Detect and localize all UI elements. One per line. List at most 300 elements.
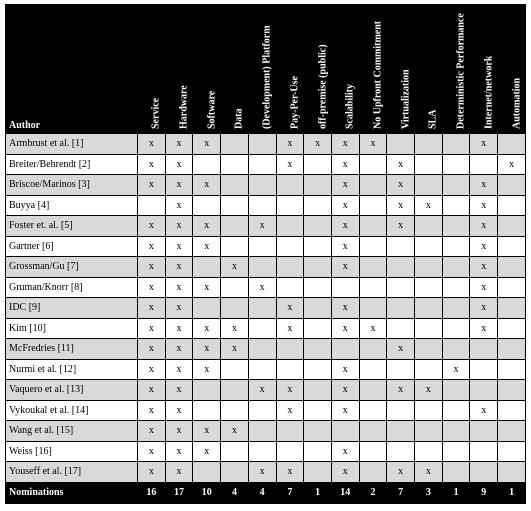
mark-cell (470, 441, 498, 462)
table-row (6, 400, 526, 421)
mark-cell (442, 175, 470, 196)
nominations-total: 1 (498, 482, 526, 503)
nominations-total: 3 (415, 482, 443, 503)
author-cell: Nurmi et al. [12] (6, 359, 138, 380)
column-header-label: Internet/network (483, 55, 495, 129)
nominations-total: 4 (221, 482, 249, 503)
mark-cell: x (248, 277, 276, 298)
mark-cell (387, 134, 415, 155)
table-row (6, 236, 526, 257)
mark-cell (387, 236, 415, 257)
mark-cell: x (498, 154, 526, 175)
mark-cell (415, 134, 443, 155)
mark-cell: x (138, 359, 166, 380)
nominations-total: 7 (276, 482, 304, 503)
mark-cell (498, 339, 526, 360)
author-cell: Kim [10] (6, 318, 138, 339)
author-cell: IDC [9] (6, 298, 138, 319)
table-row (6, 134, 526, 155)
mark-cell (415, 216, 443, 237)
mark-cell: x (470, 216, 498, 237)
author-cell: Weiss [16] (6, 441, 138, 462)
column-header-label: Pay-Per-Use (289, 76, 301, 129)
author-cell: Gartner [6] (6, 236, 138, 257)
mark-cell (138, 195, 166, 216)
mark-cell: x (138, 380, 166, 401)
mark-cell: x (165, 339, 193, 360)
column-header-label: Data (233, 108, 245, 129)
mark-cell: x (165, 216, 193, 237)
mark-cell (442, 421, 470, 442)
mark-cell: x (470, 298, 498, 319)
mark-cell (359, 339, 387, 360)
mark-cell (304, 175, 332, 196)
nominations-total: 10 (193, 482, 221, 503)
mark-cell (304, 400, 332, 421)
table-row (6, 257, 526, 278)
mark-cell (221, 441, 249, 462)
mark-cell: x (331, 134, 359, 155)
mark-cell (221, 195, 249, 216)
nominations-total: 9 (470, 482, 498, 503)
mark-cell: x (387, 462, 415, 483)
mark-cell: x (470, 318, 498, 339)
mark-cell (276, 236, 304, 257)
mark-cell (442, 380, 470, 401)
mark-cell (498, 462, 526, 483)
mark-cell: x (331, 318, 359, 339)
mark-cell (221, 359, 249, 380)
mark-cell: x (138, 339, 166, 360)
mark-cell (470, 462, 498, 483)
column-header-label: No Upfront Commitment (372, 20, 384, 129)
mark-cell: x (221, 421, 249, 442)
mark-cell (193, 154, 221, 175)
mark-cell (304, 441, 332, 462)
mark-cell (498, 257, 526, 278)
mark-cell: x (138, 134, 166, 155)
column-header (221, 5, 249, 134)
mark-cell (498, 195, 526, 216)
mark-cell (415, 400, 443, 421)
mark-cell: x (470, 236, 498, 257)
table-row (6, 318, 526, 339)
mark-cell (304, 257, 332, 278)
table-row (6, 359, 526, 380)
mark-cell (276, 441, 304, 462)
mark-cell: x (387, 175, 415, 196)
mark-cell: x (165, 236, 193, 257)
mark-cell: x (276, 380, 304, 401)
mark-cell (248, 134, 276, 155)
column-header-label: off-premise (public) (317, 44, 329, 129)
author-cell: Grossman/Gu [7] (6, 257, 138, 278)
mark-cell: x (470, 277, 498, 298)
mark-cell (387, 421, 415, 442)
column-header-label: (Development) Platform (261, 25, 273, 129)
mark-cell (359, 154, 387, 175)
mark-cell: x (165, 257, 193, 278)
mark-cell: x (221, 339, 249, 360)
column-header (248, 5, 276, 134)
column-header (470, 5, 498, 134)
mark-cell (248, 236, 276, 257)
mark-cell (415, 175, 443, 196)
mark-cell (442, 134, 470, 155)
mark-cell (221, 277, 249, 298)
column-header (415, 5, 443, 134)
mark-cell: x (165, 441, 193, 462)
column-header-label: Automation (511, 77, 523, 129)
mark-cell: x (193, 421, 221, 442)
mark-cell (498, 298, 526, 319)
nominations-label: Nominations (6, 482, 138, 503)
mark-cell (442, 277, 470, 298)
mark-cell (359, 236, 387, 257)
mark-cell (387, 298, 415, 319)
mark-cell (221, 400, 249, 421)
mark-cell (221, 462, 249, 483)
mark-cell (221, 175, 249, 196)
mark-cell (304, 462, 332, 483)
mark-cell (415, 257, 443, 278)
author-cell: McFredries [11] (6, 339, 138, 360)
mark-cell (359, 257, 387, 278)
mark-cell: x (331, 400, 359, 421)
mark-cell (276, 277, 304, 298)
table-row (6, 339, 526, 360)
mark-cell (304, 277, 332, 298)
nominations-row (6, 482, 526, 503)
mark-cell: x (193, 277, 221, 298)
mark-cell: x (248, 462, 276, 483)
mark-cell (304, 154, 332, 175)
table-row (6, 216, 526, 237)
mark-cell: x (138, 400, 166, 421)
mark-cell (248, 154, 276, 175)
mark-cell: x (359, 134, 387, 155)
mark-cell (498, 134, 526, 155)
mark-cell: x (387, 154, 415, 175)
author-cell: Armbrust et al. [1] (6, 134, 138, 155)
mark-cell (387, 400, 415, 421)
mark-cell (248, 359, 276, 380)
mark-cell: x (138, 175, 166, 196)
mark-cell: x (138, 257, 166, 278)
mark-cell (359, 175, 387, 196)
mark-cell (248, 257, 276, 278)
author-cell: Breiter/Behrendt [2] (6, 154, 138, 175)
mark-cell (442, 298, 470, 319)
nominations-total: 2 (359, 482, 387, 503)
mark-cell (248, 339, 276, 360)
mark-cell: x (193, 134, 221, 155)
column-header (331, 5, 359, 134)
mark-cell: x (193, 175, 221, 196)
author-cell: Foster et. al. [5] (6, 216, 138, 237)
mark-cell (415, 441, 443, 462)
column-header-label: Service (150, 97, 162, 129)
column-header-label: Scalability (344, 83, 356, 129)
mark-cell (359, 195, 387, 216)
table-row (6, 421, 526, 442)
mark-cell: x (138, 298, 166, 319)
column-header (138, 5, 166, 134)
mark-cell (442, 339, 470, 360)
column-header-label: Deterministic Performance (455, 13, 467, 129)
mark-cell: x (138, 421, 166, 442)
mark-cell (359, 277, 387, 298)
table-row (6, 154, 526, 175)
mark-cell: x (331, 216, 359, 237)
mark-cell (304, 421, 332, 442)
column-header (387, 5, 415, 134)
mark-cell: x (165, 298, 193, 319)
mark-cell: x (138, 318, 166, 339)
column-header-label: SLA (427, 109, 439, 129)
mark-cell (193, 298, 221, 319)
column-header (498, 5, 526, 134)
mark-cell: x (331, 441, 359, 462)
nominations-total: 1 (442, 482, 470, 503)
mark-cell: x (221, 318, 249, 339)
mark-cell: x (331, 236, 359, 257)
nominations-total: 17 (165, 482, 193, 503)
mark-cell: x (165, 175, 193, 196)
mark-cell (248, 441, 276, 462)
mark-cell (470, 380, 498, 401)
nominations-table-container (5, 4, 526, 504)
mark-cell: x (387, 195, 415, 216)
mark-cell (415, 298, 443, 319)
mark-cell: x (331, 257, 359, 278)
mark-cell: x (221, 257, 249, 278)
column-header-label: Hardware (178, 85, 190, 129)
mark-cell: x (138, 277, 166, 298)
mark-cell (276, 216, 304, 237)
mark-cell (387, 441, 415, 462)
mark-cell (304, 339, 332, 360)
mark-cell: x (304, 134, 332, 155)
mark-cell (387, 277, 415, 298)
mark-cell (498, 359, 526, 380)
mark-cell (415, 277, 443, 298)
mark-cell (193, 257, 221, 278)
mark-cell (470, 154, 498, 175)
mark-cell: x (359, 318, 387, 339)
nominations-total: 14 (331, 482, 359, 503)
mark-cell: x (193, 236, 221, 257)
mark-cell (415, 359, 443, 380)
mark-cell (276, 339, 304, 360)
mark-cell (415, 318, 443, 339)
mark-cell: x (415, 380, 443, 401)
mark-cell: x (138, 216, 166, 237)
mark-cell: x (165, 277, 193, 298)
table-row (6, 195, 526, 216)
mark-cell: x (331, 380, 359, 401)
mark-cell (442, 462, 470, 483)
mark-cell (359, 421, 387, 442)
mark-cell (359, 359, 387, 380)
nominations-total: 16 (138, 482, 166, 503)
author-cell: Youseff et al. [17] (6, 462, 138, 483)
nominations-total: 1 (304, 482, 332, 503)
mark-cell (359, 400, 387, 421)
mark-cell (359, 462, 387, 483)
mark-cell: x (387, 339, 415, 360)
mark-cell (470, 421, 498, 442)
mark-cell: x (138, 441, 166, 462)
mark-cell (498, 175, 526, 196)
mark-cell (248, 298, 276, 319)
mark-cell (248, 421, 276, 442)
mark-cell (442, 216, 470, 237)
column-header (165, 5, 193, 134)
mark-cell (248, 175, 276, 196)
mark-cell: x (248, 216, 276, 237)
mark-cell (193, 400, 221, 421)
author-cell: Vykoukal et al. [14] (6, 400, 138, 421)
column-header-label: Software (206, 90, 218, 129)
mark-cell (221, 154, 249, 175)
table-row (6, 175, 526, 196)
mark-cell (498, 318, 526, 339)
mark-cell: x (331, 195, 359, 216)
mark-cell (248, 318, 276, 339)
mark-cell (442, 257, 470, 278)
mark-cell (442, 441, 470, 462)
mark-cell: x (387, 216, 415, 237)
table-row (6, 298, 526, 319)
mark-cell (470, 339, 498, 360)
mark-cell (415, 236, 443, 257)
mark-cell: x (331, 359, 359, 380)
mark-cell (498, 380, 526, 401)
mark-cell (276, 195, 304, 216)
mark-cell (387, 359, 415, 380)
author-cell: Buyya [4] (6, 195, 138, 216)
mark-cell: x (470, 134, 498, 155)
mark-cell: x (165, 380, 193, 401)
mark-cell (221, 298, 249, 319)
mark-cell: x (193, 441, 221, 462)
mark-cell (304, 359, 332, 380)
mark-cell (304, 216, 332, 237)
mark-cell (276, 175, 304, 196)
author-cell: Wang et al. [15] (6, 421, 138, 442)
mark-cell (442, 400, 470, 421)
header-row (6, 5, 526, 134)
mark-cell (498, 277, 526, 298)
mark-cell: x (470, 400, 498, 421)
mark-cell (415, 421, 443, 442)
mark-cell (276, 421, 304, 442)
mark-cell: x (276, 154, 304, 175)
mark-cell: x (331, 298, 359, 319)
mark-cell (359, 216, 387, 237)
mark-cell (498, 441, 526, 462)
mark-cell (387, 257, 415, 278)
mark-cell: x (165, 195, 193, 216)
column-header-label: Virtualization (400, 69, 412, 129)
mark-cell (442, 236, 470, 257)
mark-cell: x (165, 318, 193, 339)
table-row (6, 462, 526, 483)
mark-cell: x (138, 236, 166, 257)
nominations-total: 4 (248, 482, 276, 503)
table-row (6, 277, 526, 298)
author-cell: Gruman/Knorr [8] (6, 277, 138, 298)
mark-cell: x (138, 154, 166, 175)
mark-cell: x (165, 134, 193, 155)
mark-cell (387, 318, 415, 339)
mark-cell (498, 216, 526, 237)
mark-cell: x (470, 257, 498, 278)
mark-cell (221, 236, 249, 257)
mark-cell (193, 462, 221, 483)
mark-cell: x (248, 380, 276, 401)
table-row (6, 441, 526, 462)
mark-cell: x (165, 359, 193, 380)
column-header (276, 5, 304, 134)
mark-cell (415, 339, 443, 360)
mark-cell (304, 318, 332, 339)
column-header (442, 5, 470, 134)
mark-cell: x (193, 216, 221, 237)
mark-cell (248, 195, 276, 216)
mark-cell (193, 380, 221, 401)
author-cell: Vaquero et al. [13] (6, 380, 138, 401)
mark-cell (415, 154, 443, 175)
mark-cell: x (193, 339, 221, 360)
mark-cell (359, 298, 387, 319)
mark-cell (304, 380, 332, 401)
nominations-table (5, 4, 526, 504)
mark-cell (498, 400, 526, 421)
column-header (359, 5, 387, 134)
mark-cell: x (165, 462, 193, 483)
mark-cell (304, 195, 332, 216)
nominations-total: 7 (387, 482, 415, 503)
column-header (193, 5, 221, 134)
mark-cell (498, 421, 526, 442)
column-header (304, 5, 332, 134)
mark-cell (304, 298, 332, 319)
mark-cell (331, 421, 359, 442)
mark-cell: x (165, 400, 193, 421)
mark-cell: x (193, 318, 221, 339)
mark-cell (359, 380, 387, 401)
table-body (6, 134, 526, 483)
mark-cell (331, 339, 359, 360)
mark-cell (221, 380, 249, 401)
mark-cell: x (331, 154, 359, 175)
mark-cell: x (415, 462, 443, 483)
mark-cell (470, 359, 498, 380)
author-cell: Briscoe/Marinos [3] (6, 175, 138, 196)
mark-cell (442, 154, 470, 175)
mark-cell: x (138, 462, 166, 483)
mark-cell (193, 195, 221, 216)
mark-cell: x (276, 318, 304, 339)
mark-cell (359, 441, 387, 462)
mark-cell (304, 236, 332, 257)
mark-cell: x (470, 175, 498, 196)
mark-cell (276, 359, 304, 380)
mark-cell: x (276, 462, 304, 483)
mark-cell (442, 195, 470, 216)
